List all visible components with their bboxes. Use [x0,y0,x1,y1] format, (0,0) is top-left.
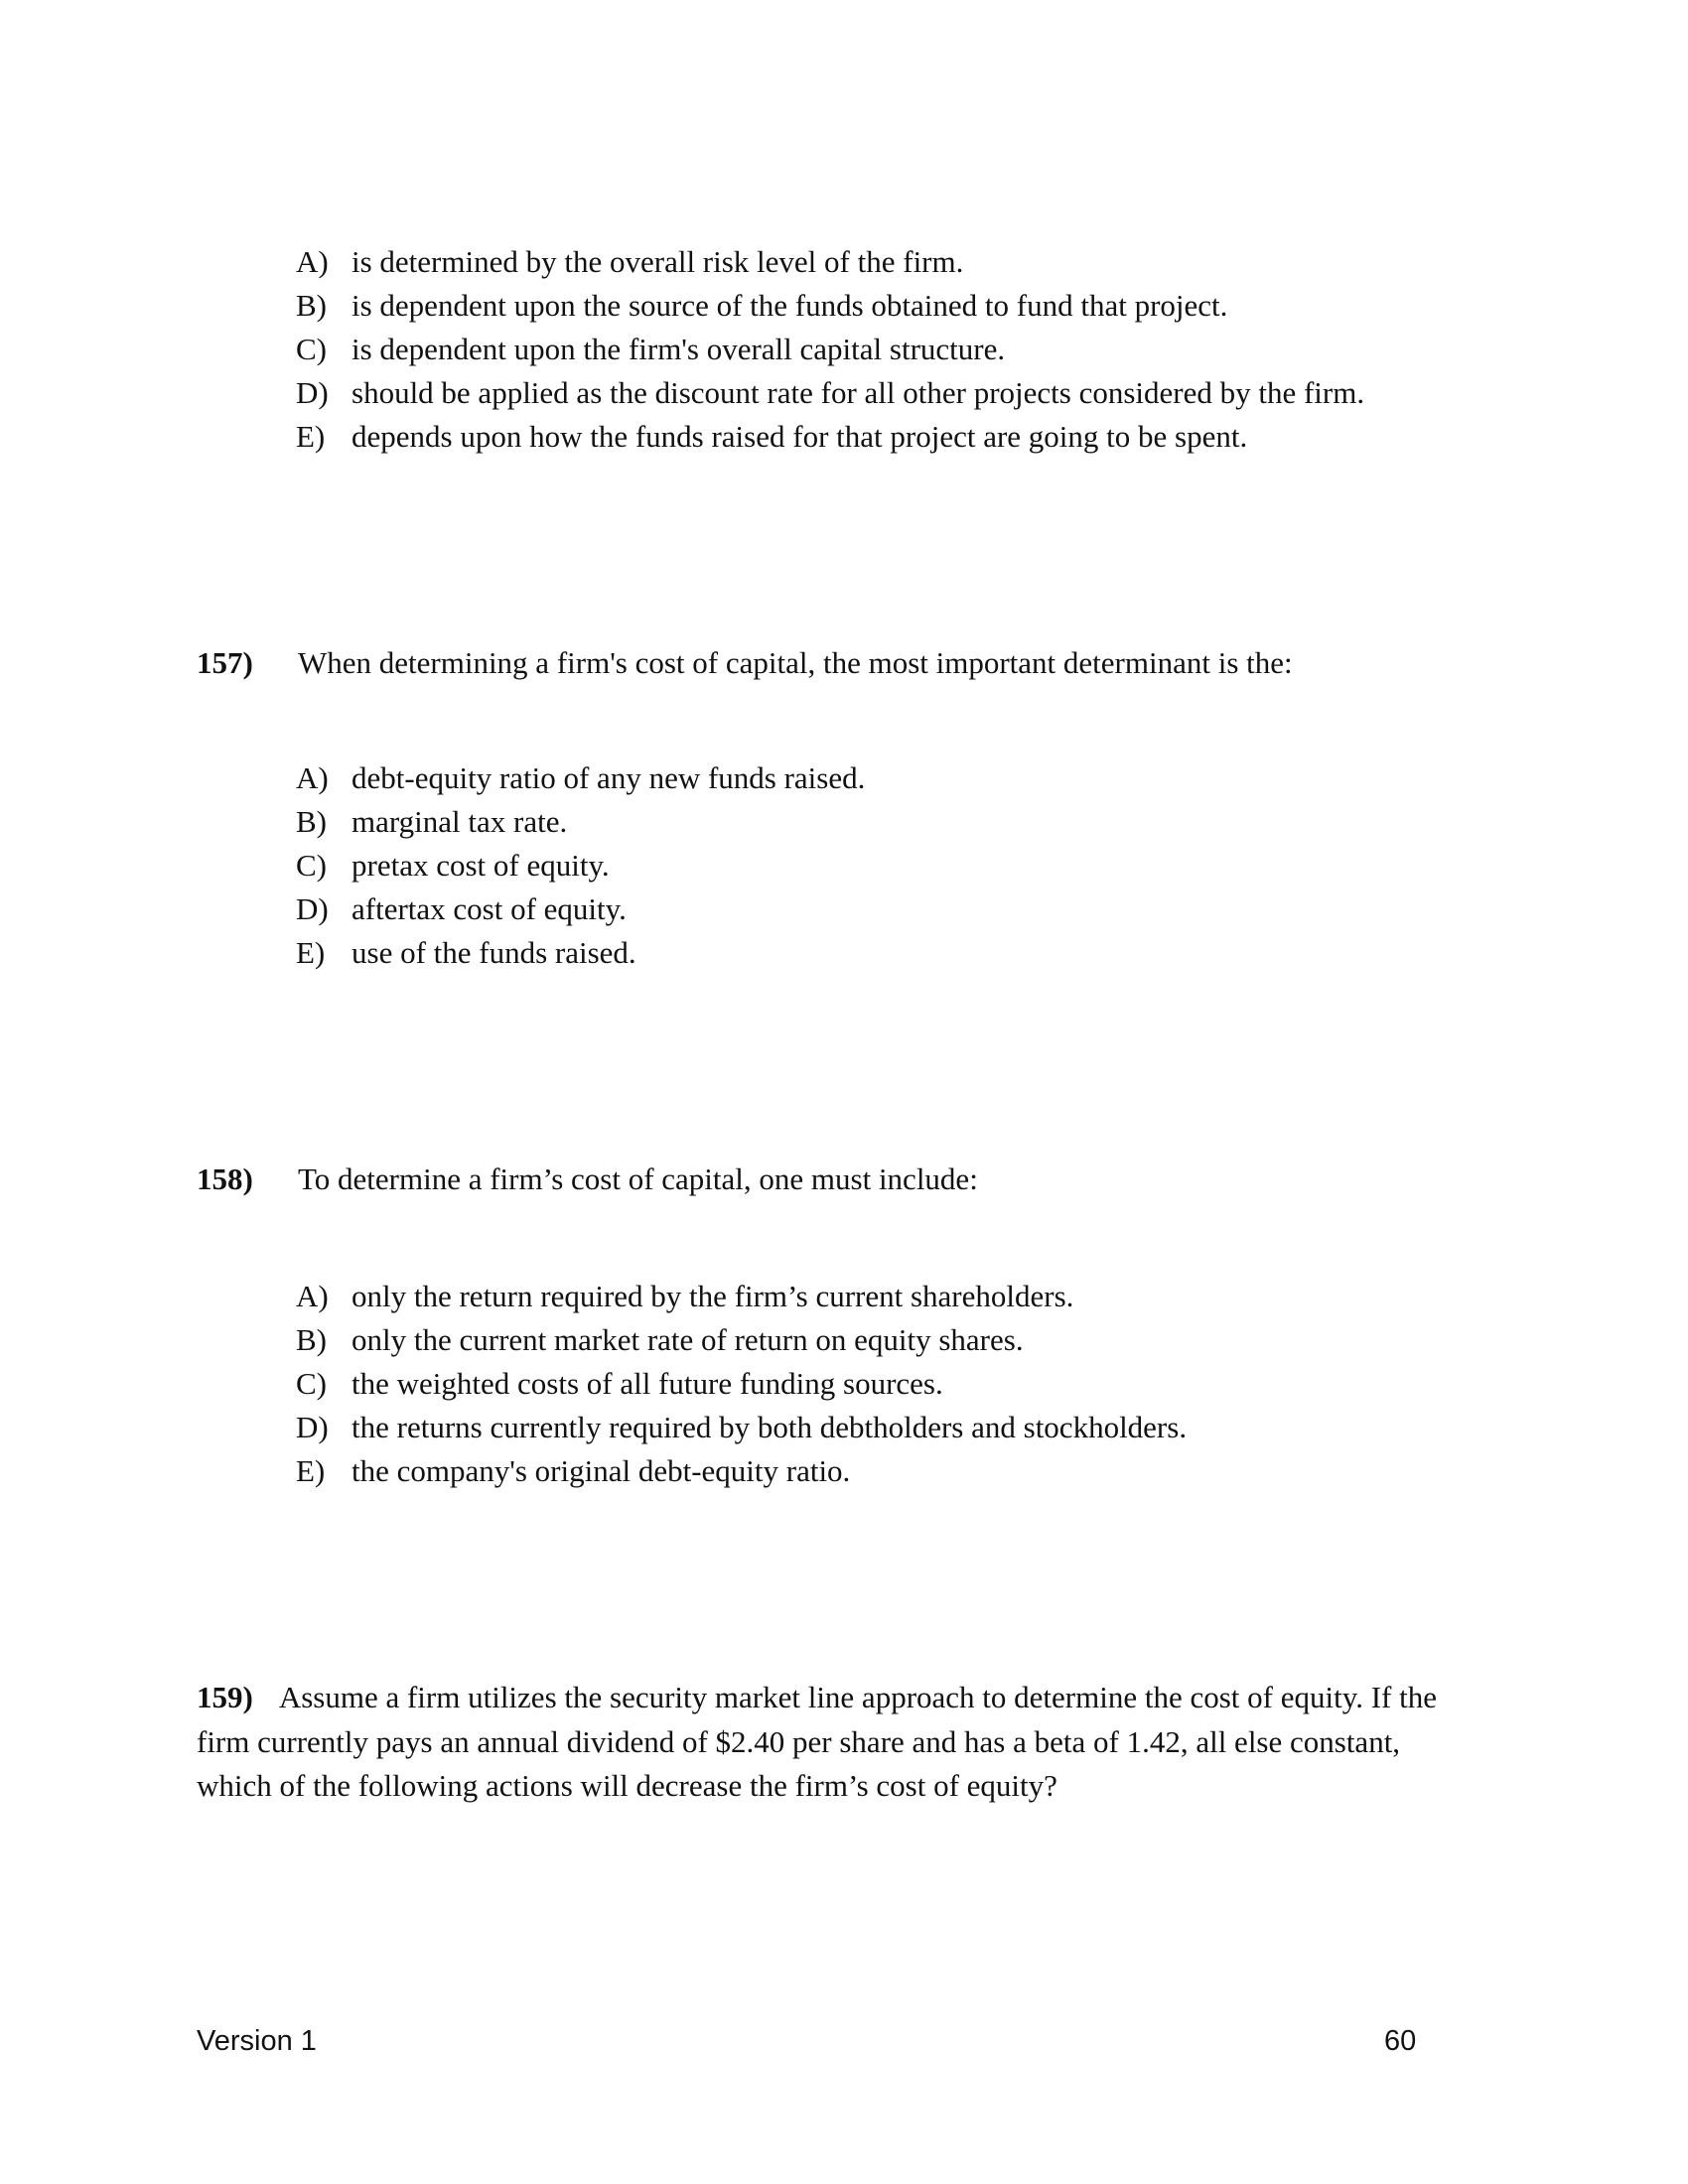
q157-option-e [296,931,636,975]
q158-option-a [296,1275,1073,1318]
option-text: the returns currently required by both debtholders and stockholders. [352,1410,1188,1444]
option-letter: B) [296,1322,327,1357]
option-letter: A) [296,760,329,795]
option-text: only the return required by the firm’s current shareholders. [352,1279,1074,1313]
continued-option-b [296,284,1227,328]
option-text: aftertax cost of equity. [352,891,627,926]
option-letter: A) [296,244,329,279]
option-text: debt-equity ratio of any new funds raised. [352,760,866,795]
question-text: When determining a firm's cost of capital, the most important determinant is the: [298,645,1293,680]
option-text: is determined by the overall risk level of the firm. [352,244,964,279]
q157-option-d [296,887,627,931]
option-text: use of the funds raised. [352,935,636,970]
q157-option-c [296,844,610,887]
option-letter: D) [296,375,329,410]
option-text: depends upon how the funds raised for that project are going to be spent. [352,419,1248,454]
question-number: 158) [197,1161,253,1196]
option-text: the weighted costs of all future funding sources. [352,1366,943,1401]
q157-option-a [296,756,865,800]
continued-option-c [296,328,1005,371]
option-letter: A) [296,1279,329,1313]
option-letter: E) [296,935,326,970]
option-letter: C) [296,332,327,366]
footer-page-number: 60 [1384,2025,1417,2057]
option-letter: E) [296,1453,326,1488]
continued-option-d [296,371,1364,415]
question-159-stem [197,1676,1477,1809]
question-158-stem [197,1158,978,1201]
option-letter: B) [296,804,327,839]
option-letter: C) [296,848,327,883]
option-letter: C) [296,1366,327,1401]
option-text: is dependent upon the source of the funds obtained to fund that project. [352,288,1228,323]
option-text: should be applied as the discount rate for all other projects considered by the firm. [352,375,1365,410]
question-number: 157) [197,645,253,680]
option-text: is dependent upon the firm's overall capital structure. [352,332,1006,366]
question-text: Assume a firm utilizes the security market line approach to determine the cost of equity. If the firm currently pays an annual dividend of $2.40 per share and has a beta of 1.42, all else constant, which of the following actions will decrease the firm’s cost of equity? [197,1680,1437,1803]
option-text: marginal tax rate. [352,804,568,839]
q157-option-b [296,800,567,844]
option-letter: B) [296,288,327,323]
option-letter: E) [296,419,326,454]
option-letter: D) [296,1410,329,1444]
option-letter: D) [296,891,329,926]
q158-option-b [296,1318,1024,1362]
option-text: the company's original debt-equity ratio. [352,1453,851,1488]
q158-option-e [296,1449,850,1493]
question-number: 159) [197,1680,253,1714]
question-157-stem [197,641,1293,685]
continued-option-e [296,415,1247,459]
q158-option-d [296,1406,1187,1449]
question-text: To determine a firm’s cost of capital, one must include: [298,1161,978,1196]
option-text: pretax cost of equity. [352,848,610,883]
continued-option-a [296,240,963,284]
footer-version: Version 1 [197,2025,317,2057]
option-text: only the current market rate of return on equity shares. [352,1322,1024,1357]
q158-option-c [296,1362,943,1406]
